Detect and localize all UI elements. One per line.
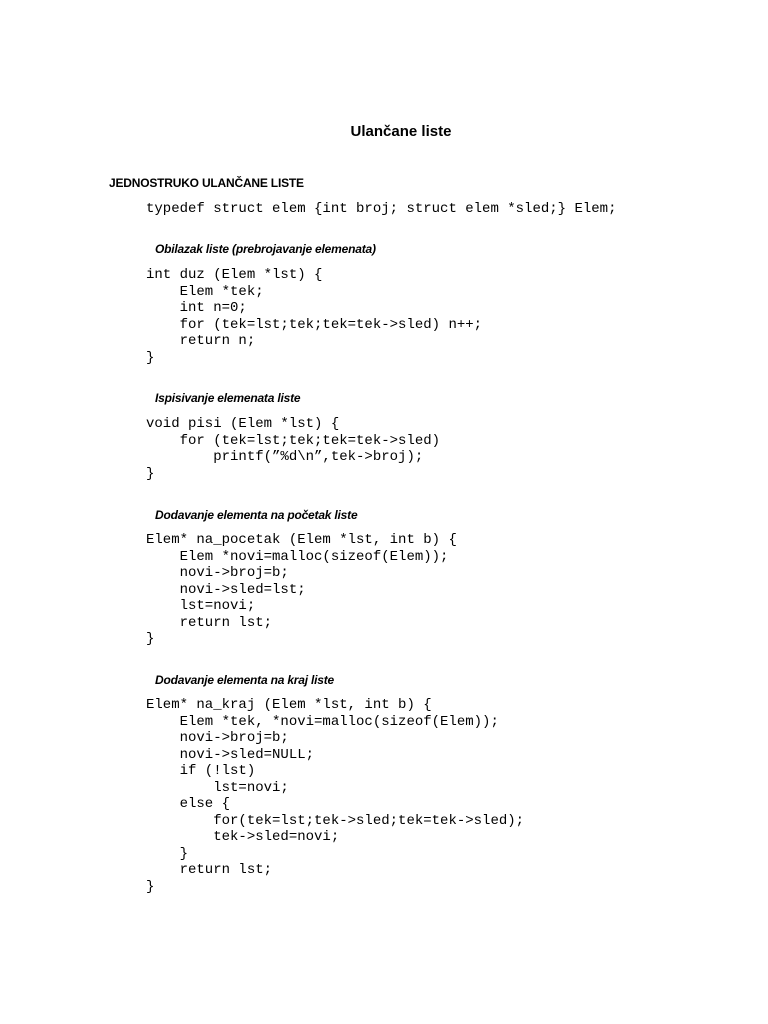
subheading-traversal: Obilazak liste (prebrojavanje elemenata) [155,242,376,256]
page-title: Ulančane liste [350,123,452,140]
code-block-append: Elem* na_kraj (Elem *lst, int b) { Elem *tek, *novi=malloc(sizeof(Elem)); novi->broj=b; novi->sled=NULL; if (!lst) lst=novi; else { for(tek=lst;tek->sled;tek=tek->sled); tek->sled=novi; } return lst; } [146,697,525,895]
subheading-append: Dodavanje elementa na kraj liste [155,673,335,687]
code-block-prepend: Elem* na_pocetak (Elem *lst, int b) { Elem *novi=malloc(sizeof(Elem)); novi->broj=b; novi->sled=lst; lst=novi; return lst; } [146,532,457,647]
subheading-print: Ispisivanje elemenata liste [155,391,301,405]
code-block-traversal: int duz (Elem *lst) { Elem *tek; int n=0; for (tek=lst;tek;tek=tek->sled) n++; return n; } [146,267,483,366]
code-block-print: void pisi (Elem *lst) { for (tek=lst;tek;tek=tek->sled) printf(”%d\n”,tek->broj); } [146,416,441,482]
subheading-prepend: Dodavanje elementa na početak liste [155,508,358,522]
section-heading: JEDNOSTRUKO ULANČANE LISTE [109,176,304,190]
code-typedef: typedef struct elem {int broj; struct elem *sled;} Elem; [146,201,617,217]
